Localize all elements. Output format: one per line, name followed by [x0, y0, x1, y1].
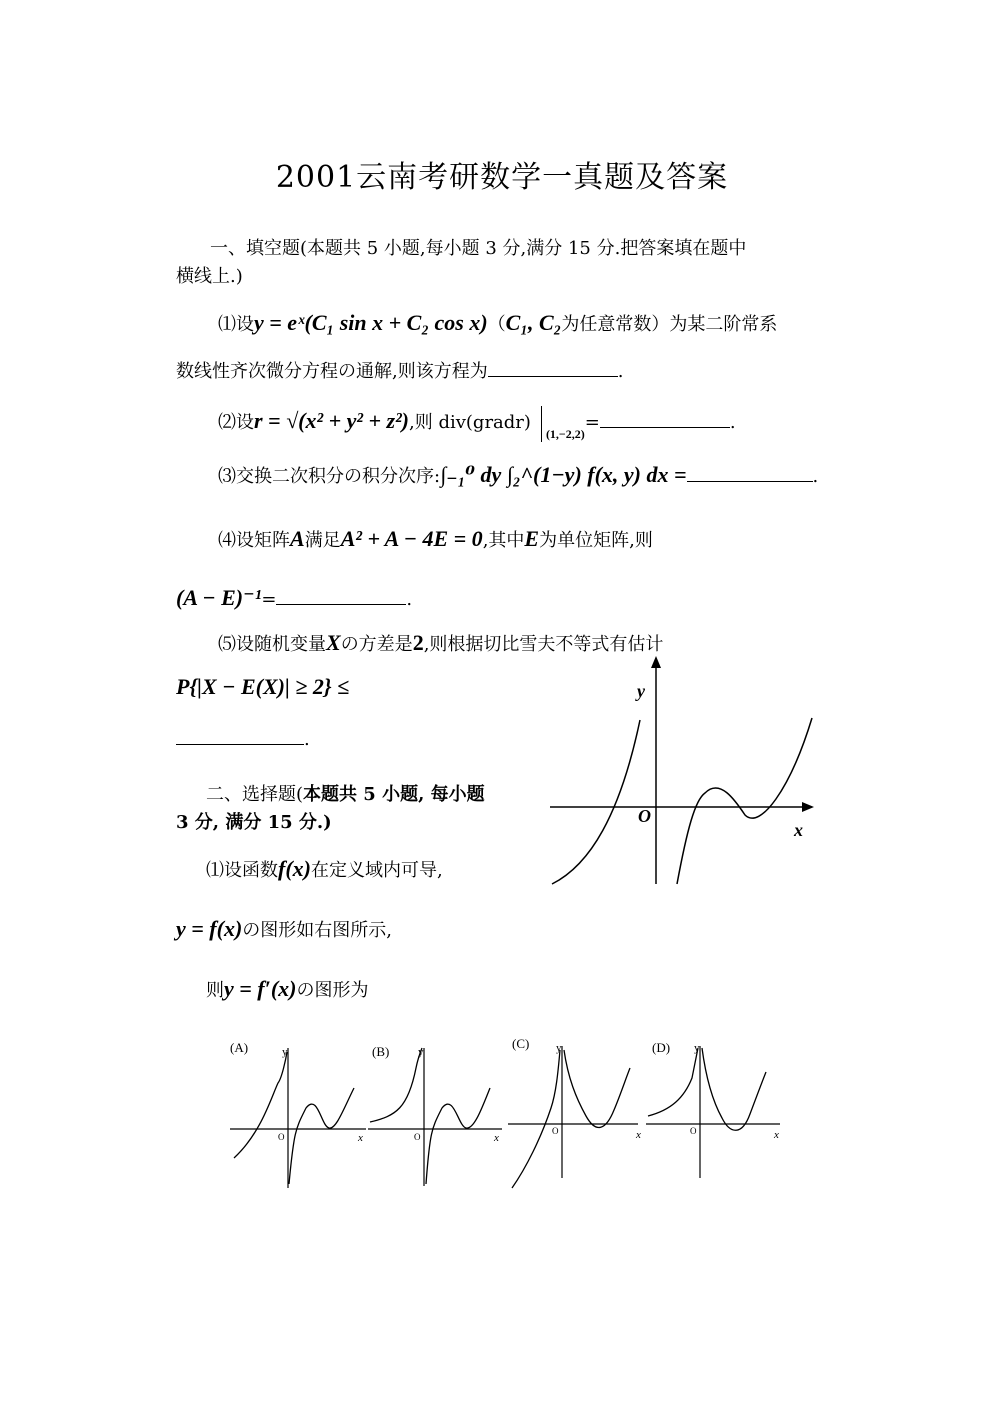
mc1-line3-prefix: 则 — [206, 980, 224, 1001]
q2-subscript: (1,−2,2) — [545, 427, 585, 441]
q4-equation: A² + A − 4E = 0 — [340, 526, 483, 551]
q1-consts: C₁, C₂ — [505, 310, 562, 335]
option-b-curve-right — [426, 1088, 490, 1184]
option-c-curve-right — [564, 1050, 630, 1127]
q4-mid2: ,其中 — [482, 530, 525, 551]
x-axis-arrow-icon — [802, 802, 814, 812]
page-title: 2001云南考研数学一真题及答案 — [275, 160, 729, 195]
mc-question-1 — [206, 858, 443, 882]
option-c-label: (C) — [512, 1038, 530, 1051]
q2-formula: r = √(x² + y² + z²) — [254, 408, 410, 433]
q5-mid: の方差是 — [340, 634, 413, 655]
q1-tail: 为任意常数）为某二阶常系 — [561, 314, 778, 335]
option-c-y-label: y — [556, 1042, 562, 1054]
q4-eq: = — [261, 589, 277, 610]
q3-prefix: ⑶交换二次积分の积分次序: — [218, 466, 441, 487]
option-c-curve-left — [512, 1050, 560, 1188]
matrix-a: A — [290, 526, 305, 551]
mc1-fx: f(x) — [278, 856, 311, 881]
evaluation-bar — [541, 406, 542, 442]
question-4 — [218, 528, 653, 552]
section2-heading-a: 二、选择题( — [206, 784, 304, 805]
question-1 — [218, 312, 777, 336]
question-1-cont — [176, 358, 623, 383]
section1-heading-cont: 横线上.) — [176, 266, 243, 287]
option-a-origin: O — [278, 1132, 285, 1142]
question-3 — [218, 463, 818, 488]
option-d-curve-right — [702, 1048, 766, 1130]
answer-blank-5[interactable] — [176, 726, 304, 745]
options-graphs — [226, 1038, 786, 1190]
mc1-line2-tail: の图形如右图所示, — [242, 920, 393, 941]
q4-prefix: ⑷设矩阵 — [218, 530, 290, 551]
question-4-cont — [176, 586, 412, 611]
answer-blank-4[interactable] — [276, 586, 406, 605]
main-x-label: x — [794, 820, 803, 840]
option-a-curve-right — [289, 1088, 354, 1184]
q4-tail: 为单位矩阵,则 — [539, 530, 653, 551]
q1-prefix: ⑴设 — [218, 314, 254, 335]
q2-end: . — [729, 412, 736, 433]
mc1-derivative: y = f′(x) — [224, 976, 297, 1001]
curve-right-branch — [677, 718, 812, 884]
q5-prefix: ⑸设随机变量 — [218, 634, 326, 655]
option-c-origin: O — [552, 1126, 559, 1136]
option-b-y-label: y — [418, 1046, 424, 1058]
q2-eq: = — [584, 412, 600, 433]
q2-prefix: ⑵设 — [218, 412, 254, 433]
y-axis-arrow-icon — [651, 656, 661, 668]
main-origin-label: O — [638, 806, 651, 826]
q3-formula: ∫₋₁⁰ dy ∫₂^(1−y) f(x, y) dx = — [440, 462, 687, 487]
function-graph — [540, 650, 830, 890]
option-b-label: (B) — [372, 1044, 390, 1059]
section2-heading-b: 本题共 5 小题, 每小题 — [303, 784, 485, 805]
q4-end: . — [406, 589, 413, 610]
mc1-tail: 在定义域内可导, — [310, 860, 443, 881]
q2-middle: ,则 div(gradr) — [409, 412, 531, 433]
option-b-curve-left — [370, 1048, 422, 1122]
q1-line2: 数线性齐次微分方程の通解,则该方程为 — [176, 361, 488, 382]
variance-value: 2 — [412, 630, 424, 655]
matrix-e: E — [524, 526, 540, 551]
question-5-formula — [176, 676, 349, 700]
option-a-x-label: x — [358, 1132, 363, 1144]
variable-x: X — [326, 630, 341, 655]
mc-question-1-line2 — [176, 918, 392, 942]
question-5-answer — [176, 726, 310, 751]
option-a-graph[interactable] — [230, 1040, 366, 1188]
option-d-y-label: y — [694, 1042, 700, 1054]
option-d-origin: O — [690, 1126, 697, 1136]
question-2 — [218, 406, 736, 445]
q5-tail: ,则根据切比雪夫不等式有估计 — [423, 634, 664, 655]
answer-blank-3[interactable] — [687, 463, 813, 482]
q4-inverse: (A − E)⁻¹ — [176, 585, 262, 610]
q3-end: . — [812, 466, 819, 487]
q5-formula: P{|X − E(X)| ≥ 2} ≤ — [176, 674, 350, 699]
option-d-graph[interactable] — [646, 1040, 780, 1178]
main-y-label: y — [637, 681, 645, 701]
option-a-curve-left — [234, 1052, 287, 1158]
option-d-x-label: x — [774, 1129, 779, 1141]
option-b-x-label: x — [494, 1132, 499, 1144]
section2-heading-cont: 3 分, 满分 15 分.) — [176, 812, 332, 833]
option-b-graph[interactable] — [368, 1044, 502, 1186]
option-d-curve-left — [648, 1048, 698, 1116]
mc1-yfx: y = f(x) — [176, 916, 243, 941]
answer-blank-1[interactable] — [488, 358, 618, 377]
option-c-graph[interactable] — [508, 1038, 641, 1188]
q1-formula: y = eˣ(C₁ sin x + C₂ cos x) — [254, 310, 488, 335]
option-b-origin: O — [414, 1132, 421, 1142]
option-a-y-label: y — [282, 1046, 288, 1058]
mc-question-1-line3 — [206, 978, 368, 1002]
mc1-prefix: ⑴设函数 — [206, 860, 278, 881]
answer-blank-2[interactable] — [600, 409, 730, 428]
q4-mid1: 满足 — [304, 530, 341, 551]
mc1-line3-tail: の图形为 — [296, 980, 369, 1001]
option-d-label: (D) — [652, 1040, 671, 1055]
option-c-x-label: x — [636, 1129, 641, 1141]
q1-end: . — [617, 361, 624, 382]
curve-left-branch — [552, 720, 640, 884]
section2-heading — [206, 784, 485, 806]
q1-paren: （ — [487, 314, 506, 335]
option-a-label: (A) — [230, 1040, 249, 1055]
q5-end: . — [304, 729, 310, 750]
section1-heading: 一、填空题(本题共 5 小题,每小题 3 分,满分 15 分.把答案填在题中 — [210, 238, 747, 259]
